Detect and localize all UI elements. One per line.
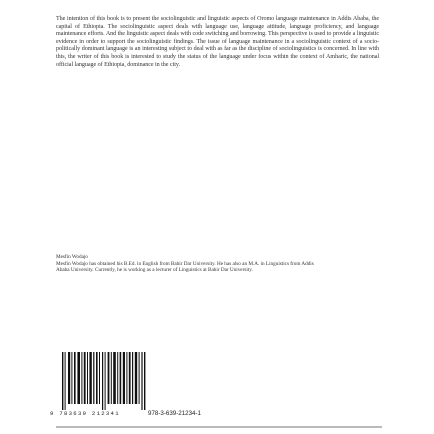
barcode-bars-icon <box>60 352 148 410</box>
book-description: The intention of this book is to present the sociolinguistic and linguistic aspects of Oromo language maintenance in Addis Ababa, the capital of Ethiopia. The sociolinguistic aspect deals with language use, language attitude, language proficiency, and language maintenance efforts. And the linguistic aspect deals with code switching and borrowing. This perspective is used to provide a linguistic evidence in order to support the sociolinguistic findings. The issue of language maintenance in a sociolinguistic context of a socio-politically dominant language is an interesting subject to deal with as far as the discipline of sociolinguistics is concerned. In line with this, the writer of this book is interested to study the status of the language under focus within the context of Amharic, the national official language of Ethiopia, dominance in the city. <box>56 16 379 68</box>
author-bio: Mesfin Wodajo has obtained his B.Ed. in English from Bahir Dar University. He has also an M.A. in Linguistics from Addis Ababa University. Currently, he is working as a lecturer of Linguistics at Bahir Dar University. <box>56 261 314 274</box>
barcode <box>50 352 150 422</box>
isbn: 978-3-639-21234-1 <box>148 410 201 417</box>
bottom-divider <box>56 426 382 428</box>
author-name: Mesfin Wodajo <box>56 254 88 260</box>
author-block <box>56 254 356 274</box>
barcode-digits: 9 783639 212341 <box>50 410 120 417</box>
